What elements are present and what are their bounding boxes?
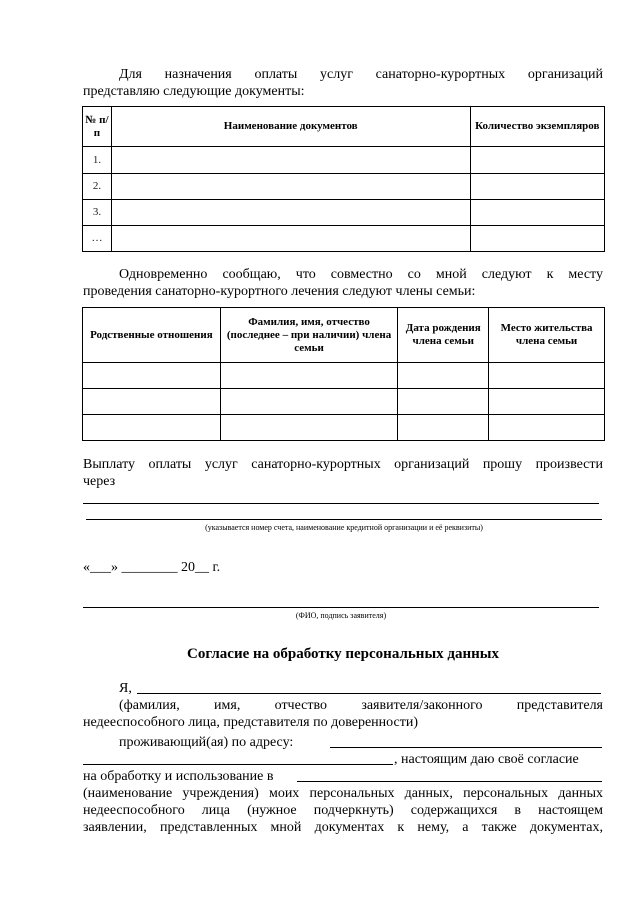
table-row	[83, 415, 605, 441]
family-table	[82, 307, 605, 441]
consent-sub-line-2: недееспособного лица, представителя по доверенности)	[83, 715, 418, 730]
document-name-cell[interactable]	[111, 147, 470, 174]
table-row	[83, 363, 605, 389]
copies-count-cell[interactable]	[470, 226, 604, 252]
residence-cell[interactable]	[489, 415, 605, 441]
consent-body-line-3: заявлении, представленных мной документах к нему, а также документах,	[83, 820, 603, 835]
institution-line[interactable]	[297, 781, 602, 782]
header-birth-date: Дата рождения члена семьи	[398, 308, 489, 363]
table-row	[83, 174, 605, 200]
header-relationship: Родственные отношения	[83, 308, 221, 363]
residence-cell[interactable]	[489, 363, 605, 389]
residence-cell[interactable]	[489, 389, 605, 415]
copies-count-cell[interactable]	[470, 174, 604, 200]
family-intro-line-1: Одновременно сообщаю, что совместно со мной следуют к месту	[119, 267, 603, 282]
payment-line-1: Выплату оплаты услуг санаторно-курортных организаций прошу произвести	[83, 457, 603, 472]
table-row	[83, 147, 605, 174]
payment-line-2: через	[83, 474, 116, 489]
consent-body-line-2: недееспособного лица (нужное подчеркнуть) содержащихся в настоящем	[83, 803, 603, 818]
agree-text: , настоящим даю своё согласие	[394, 752, 579, 767]
document-name-cell[interactable]	[111, 226, 470, 252]
row-number: 1.	[83, 147, 112, 174]
header-num: № п/п	[83, 107, 112, 147]
relationship-cell[interactable]	[83, 415, 221, 441]
signature-line[interactable]	[83, 607, 599, 608]
address-line-1[interactable]	[330, 747, 602, 748]
full-name-cell[interactable]	[220, 415, 398, 441]
intro-line-1: Для назначения оплаты услуг санаторно-курортных организаций	[119, 67, 603, 82]
address-line-2[interactable]	[83, 764, 393, 765]
birth-date-cell[interactable]	[398, 389, 489, 415]
row-number: …	[83, 226, 112, 252]
copies-count-cell[interactable]	[470, 147, 604, 174]
relationship-cell[interactable]	[83, 363, 221, 389]
payment-details-line-1[interactable]	[83, 503, 599, 504]
row-number: 3.	[83, 200, 112, 226]
document-name-cell[interactable]	[111, 200, 470, 226]
residing-label: проживающий(ая) по адресу:	[119, 735, 294, 750]
birth-date-cell[interactable]	[398, 415, 489, 441]
table-row	[83, 226, 605, 252]
full-name-cell[interactable]	[220, 389, 398, 415]
consent-sub-line-1: (фамилия, имя, отчество заявителя/законного представителя	[119, 698, 603, 713]
document-name-cell[interactable]	[111, 174, 470, 200]
birth-date-cell[interactable]	[398, 363, 489, 389]
payment-details-line-2[interactable]	[86, 519, 602, 520]
documents-table	[82, 106, 605, 252]
header-copies-count: Количество экземпляров	[470, 107, 604, 147]
full-name-line[interactable]	[137, 693, 601, 694]
header-full-name: Фамилия, имя, отчество (последнее – при наличии) члена семьи	[220, 308, 398, 363]
date-line[interactable]: «___» ________ 20__ г.	[83, 560, 221, 575]
payment-caption: (указывается номер счета, наименование кредитной организации и её реквизиты)	[205, 523, 483, 532]
table-row	[83, 389, 605, 415]
consent-ya: Я,	[119, 681, 132, 696]
relationship-cell[interactable]	[83, 389, 221, 415]
intro-line-2: представляю следующие документы:	[83, 84, 305, 99]
processing-label: на обработку и использование в	[83, 769, 274, 784]
header-document-name: Наименование документов	[111, 107, 470, 147]
full-name-cell[interactable]	[220, 363, 398, 389]
consent-title: Согласие на обработку персональных данных	[186, 646, 499, 662]
row-number: 2.	[83, 174, 112, 200]
signature-caption: (ФИО, подпись заявителя)	[295, 611, 387, 620]
consent-body-line-1: (наименование учреждения) моих персональных данных, персональных данных	[83, 786, 603, 801]
table-row	[83, 200, 605, 226]
family-intro-line-2: проведения санаторно-курортного лечения следуют члены семьи:	[83, 284, 476, 299]
header-residence: Место жительства члена семьи	[489, 308, 605, 363]
copies-count-cell[interactable]	[470, 200, 604, 226]
